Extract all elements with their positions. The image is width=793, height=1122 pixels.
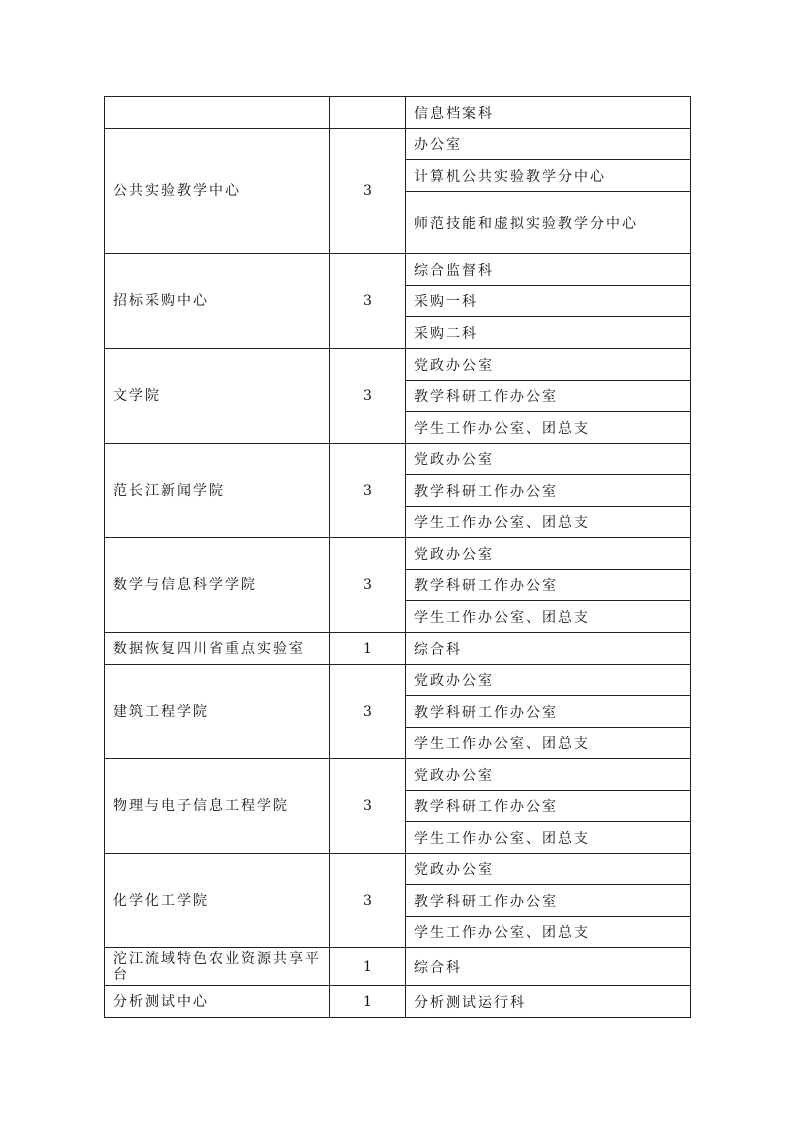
dept-name: 综合科 <box>406 633 691 665</box>
table-row <box>105 538 691 570</box>
table-row <box>105 633 691 665</box>
table-row <box>105 349 691 381</box>
dept-count: 3 <box>330 854 406 948</box>
dept-name: 党政办公室 <box>406 665 691 696</box>
dept-name: 党政办公室 <box>406 759 691 791</box>
dept-count: 3 <box>330 759 406 854</box>
dept-name: 采购一科 <box>406 286 691 317</box>
dept-count: 3 <box>330 349 406 444</box>
dept-name: 学生工作办公室、团总支 <box>406 728 691 759</box>
dept-name: 采购二科 <box>406 317 691 349</box>
dept-count: 3 <box>330 254 406 349</box>
dept-name: 教学科研工作办公室 <box>406 791 691 822</box>
unit-name: 招标采购中心 <box>105 254 330 349</box>
unit-name: 建筑工程学院 <box>105 665 330 759</box>
dept-name: 学生工作办公室、团总支 <box>406 917 691 948</box>
dept-name: 党政办公室 <box>406 854 691 885</box>
unit-name: 物理与电子信息工程学院 <box>105 759 330 854</box>
unit-name <box>105 97 330 129</box>
dept-name: 教学科研工作办公室 <box>406 885 691 917</box>
dept-name: 教学科研工作办公室 <box>406 381 691 412</box>
dept-name: 教学科研工作办公室 <box>406 570 691 601</box>
dept-name: 信息档案科 <box>406 97 691 129</box>
unit-name: 沱江流域特色农业资源共享平台 <box>105 948 330 986</box>
unit-name: 分析测试中心 <box>105 986 330 1018</box>
table-row <box>105 948 691 986</box>
dept-count: 3 <box>330 129 406 254</box>
dept-name: 学生工作办公室、团总支 <box>406 412 691 444</box>
dept-name: 综合科 <box>406 948 691 986</box>
table-row <box>105 129 691 160</box>
table-row <box>105 854 691 885</box>
dept-name: 教学科研工作办公室 <box>406 696 691 728</box>
dept-name: 师范技能和虚拟实验教学分中心 <box>406 192 691 254</box>
dept-name: 学生工作办公室、团总支 <box>406 822 691 854</box>
dept-count: 3 <box>330 444 406 538</box>
unit-name: 公共实验教学中心 <box>105 129 330 254</box>
dept-name: 计算机公共实验教学分中心 <box>406 160 691 192</box>
unit-name: 化学化工学院 <box>105 854 330 948</box>
dept-count: 3 <box>330 665 406 759</box>
dept-name: 学生工作办公室、团总支 <box>406 507 691 538</box>
dept-name: 办公室 <box>406 129 691 160</box>
dept-name: 党政办公室 <box>406 444 691 475</box>
table-row <box>105 97 691 129</box>
department-table <box>104 96 691 1018</box>
dept-count: 1 <box>330 948 406 986</box>
dept-name: 分析测试运行科 <box>406 986 691 1018</box>
table-row <box>105 665 691 696</box>
table-row <box>105 986 691 1018</box>
dept-name: 学生工作办公室、团总支 <box>406 601 691 633</box>
unit-name: 范长江新闻学院 <box>105 444 330 538</box>
dept-count: 3 <box>330 538 406 633</box>
dept-name: 综合监督科 <box>406 254 691 286</box>
table-row <box>105 759 691 791</box>
dept-name: 党政办公室 <box>406 538 691 570</box>
dept-count: 1 <box>330 633 406 665</box>
unit-name: 数据恢复四川省重点实验室 <box>105 633 330 665</box>
unit-name: 数学与信息科学学院 <box>105 538 330 633</box>
table-row <box>105 254 691 286</box>
unit-name: 文学院 <box>105 349 330 444</box>
dept-name: 教学科研工作办公室 <box>406 475 691 507</box>
dept-count: 1 <box>330 986 406 1018</box>
table-row <box>105 444 691 475</box>
dept-name: 党政办公室 <box>406 349 691 381</box>
dept-count <box>330 97 406 129</box>
